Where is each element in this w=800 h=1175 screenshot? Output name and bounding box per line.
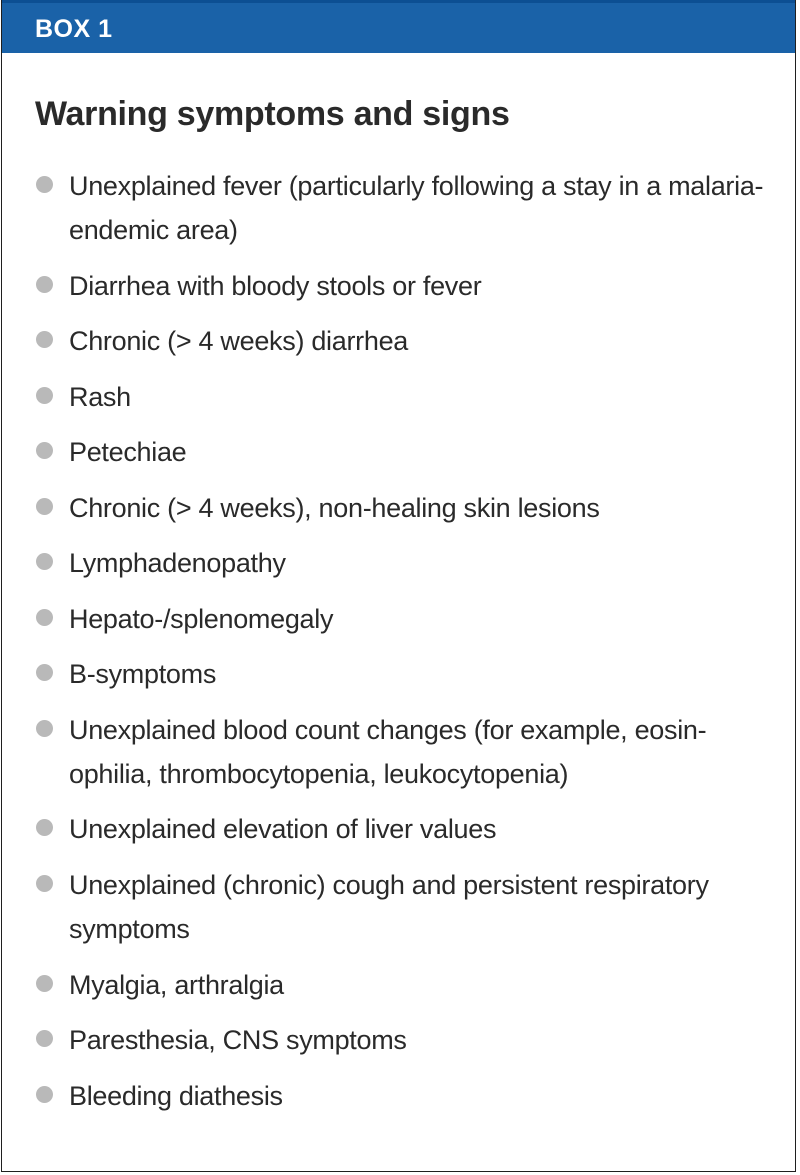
bullet-icon [36,331,53,348]
bullet-icon [36,553,53,570]
bullet-icon [36,1030,53,1047]
bullet-icon [36,664,53,681]
bullet-icon [36,442,53,459]
list-item [35,708,775,797]
list-item-text: Myalgia, arthralgia [69,969,284,1000]
list-item [35,264,775,308]
list-item-text: Unexplained elevation of liver values [69,814,497,845]
bullet-icon [36,875,53,892]
list-item-text: Hepato-/splenomegaly [69,603,334,634]
bullet-icon [36,387,53,404]
bullet-icon [36,720,53,737]
list-item [35,863,775,952]
list-item-text: Diarrhea with bloody stools or fever [69,270,482,301]
box-title: Warning symptoms and signs [35,95,510,133]
list-item [35,1074,775,1118]
list-item [35,597,775,641]
bullet-icon [36,975,53,992]
list-item-text: Bleeding diathesis [69,1080,283,1111]
list-item [35,541,775,585]
bullet-icon [36,609,53,626]
list-item [35,164,775,253]
list-item [35,486,775,530]
bullet-icon [36,176,53,193]
list-item [35,430,775,474]
list-item [35,807,775,851]
list-item [35,375,775,419]
symptoms-list [35,164,775,1129]
list-item-text: Unexplained fever (particularly following a stay in a malaria-endemic area) [69,171,764,246]
list-item-text: Paresthesia, CNS symptoms [69,1025,407,1056]
list-item-text: Chronic (> 4 weeks), non-healing skin lesions [69,492,600,523]
bullet-icon [36,276,53,293]
list-item-text: Lymphadenopathy [69,548,286,579]
list-item-text: B-symptoms [69,659,217,690]
bullet-icon [36,498,53,515]
list-item-text: Chronic (> 4 weeks) diarrhea [69,326,409,357]
list-item [35,652,775,696]
list-item-text: Unexplained blood count changes (for example, eosin-ophilia, thrombocytopenia, leukocytopenia) [69,714,707,789]
box-label: BOX 1 [35,15,113,43]
bullet-icon [36,1086,53,1103]
list-item [35,963,775,1007]
list-item-text: Petechiae [69,437,187,468]
list-item [35,1018,775,1062]
list-item-text: Unexplained (chronic) cough and persistent respiratory symptoms [69,869,709,945]
info-box [1,0,796,1172]
bullet-icon [36,819,53,836]
list-item [35,319,775,363]
list-item-text: Rash [69,381,131,412]
box-header [2,0,795,53]
